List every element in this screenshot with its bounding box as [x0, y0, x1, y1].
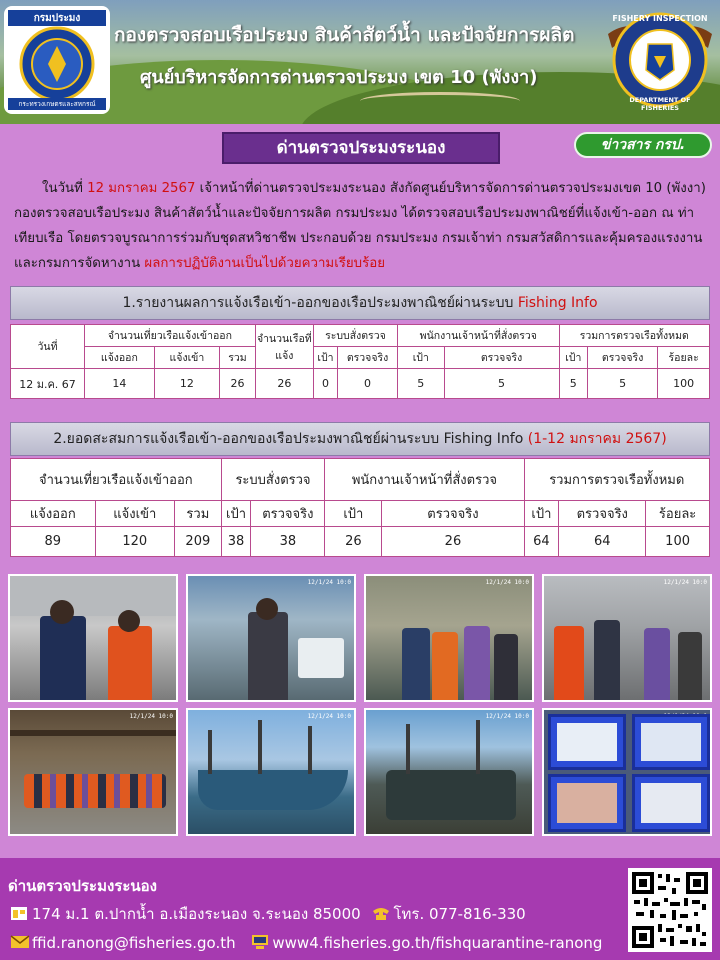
- table-row: [11, 527, 710, 557]
- cumulative-report-table: [10, 458, 710, 557]
- phone-icon: [371, 905, 391, 921]
- cell: 100: [646, 527, 710, 557]
- location-icon: [10, 905, 30, 921]
- footer-office-name: ด่านตรวจประมงระนอง: [8, 877, 157, 895]
- cell: 5: [559, 369, 587, 399]
- subheader: เป้า: [221, 501, 251, 527]
- photo-inspection-3: [364, 574, 534, 702]
- subheader: ตรวจจริง: [559, 501, 646, 527]
- subheader: ตรวจจริง: [382, 501, 524, 527]
- cell: 38: [251, 527, 325, 557]
- department-of-fisheries-logo: [4, 6, 110, 114]
- subheader: เป้า: [559, 347, 587, 369]
- result-text: ผลการปฏิบัติงานเป็นไปด้วยความเรียบร้อย: [144, 256, 386, 271]
- cell: 14: [85, 369, 155, 399]
- news-paragraph: [14, 176, 710, 276]
- subheader: ร้อยละ: [658, 347, 710, 369]
- logo-text-bottom: DEPARTMENT OF FISHERIES: [629, 96, 691, 112]
- table-subheader-row: [11, 347, 710, 369]
- header-system-order: ระบบสั่งตรวจ: [221, 459, 325, 501]
- cell: 5: [398, 369, 445, 399]
- photo-team: [8, 708, 178, 836]
- photo-fish-catch: [542, 708, 712, 836]
- subheader: เป้า: [313, 347, 337, 369]
- section2-title: 2.ยอดสะสมการแจ้งเรือเข้า-ออกของเรือประมงพาณิชย์ผ่านระบบ Fishing Info: [53, 431, 528, 447]
- cell: 209: [175, 527, 222, 557]
- cell: 5: [587, 369, 657, 399]
- photo-timestamp: 12/1/24 10:0: [307, 713, 351, 720]
- cell: 64: [559, 527, 646, 557]
- header-title: กองตรวจสอบเรือประมง สินค้าสัตว์น้ำ และปัจจัยการผลิต: [114, 24, 575, 46]
- header-total: รวมการตรวจเรือทั้งหมด: [524, 459, 710, 501]
- photo-inspection-1: [8, 574, 178, 702]
- section1-heading: [10, 286, 710, 320]
- subheader: ตรวจจริง: [587, 347, 657, 369]
- subheader: ตรวจจริง: [444, 347, 559, 369]
- section2-period: (1-12 มกราคม 2567): [527, 431, 667, 447]
- cell: 100: [658, 369, 710, 399]
- table-row: [11, 369, 710, 399]
- subheader: ร้อยละ: [646, 501, 710, 527]
- subheader: ตรวจจริง: [251, 501, 325, 527]
- photo-timestamp: 12/1/24 10:0: [129, 713, 173, 720]
- subheader: รวม: [175, 501, 222, 527]
- header-subtitle: ศูนย์บริหารจัดการด่านตรวจประมง เขต 10 (พังงา): [140, 67, 538, 88]
- cell: 12: [154, 369, 219, 399]
- photo-inspection-2: [186, 574, 356, 702]
- subheader: เป้า: [524, 501, 559, 527]
- news-badge: ข่าวสาร กรป.: [574, 132, 712, 158]
- photo-timestamp: 12/1/24 10:0: [663, 579, 707, 586]
- footer: [0, 858, 720, 960]
- footer-email[interactable]: ffid.ranong@fisheries.go.th: [32, 934, 236, 952]
- cell: 38: [221, 527, 251, 557]
- header-trips: จำนวนเที่ยวเรือแจ้งเข้าออก: [11, 459, 222, 501]
- subheader: เป้า: [398, 347, 445, 369]
- header-system-order: ระบบสั่งตรวจ: [313, 325, 397, 347]
- cell: 0: [313, 369, 337, 399]
- computer-icon: [250, 934, 270, 950]
- section2-heading: [10, 422, 710, 456]
- subheader: แจ้งเข้า: [95, 501, 174, 527]
- footer-address: 174 ม.1 ต.ปากน้ำ อ.เมืองระนอง จ.ระนอง 85000: [32, 905, 361, 923]
- table-header-row: [11, 459, 710, 501]
- photo-timestamp: 12/1/24 10:0: [307, 579, 351, 586]
- cell: 26: [220, 369, 256, 399]
- subheader: เป้า: [325, 501, 382, 527]
- header-officer-order: พนักงานเจ้าหน้าที่สั่งตรวจ: [325, 459, 524, 501]
- photo-inspection-4: [542, 574, 712, 702]
- logo-text-bottom: กระทรวงเกษตรและสหกรณ์: [18, 100, 96, 108]
- header-date: วันที่: [11, 325, 85, 369]
- table-header-row: [11, 325, 710, 347]
- fishery-inspection-logo: [604, 4, 716, 116]
- cell: 0: [338, 369, 398, 399]
- footer-phone: โทร. 077-816-330: [393, 905, 526, 923]
- cell: 120: [95, 527, 174, 557]
- footer-contact-line: [10, 934, 602, 952]
- section1-title: 1.รายงานผลการแจ้งเรือเข้า-ออกของเรือประมงพาณิชย์ผ่านระบบ: [122, 295, 518, 311]
- checkpoint-title: ด่านตรวจประมงระนอง: [222, 132, 500, 164]
- photo-timestamp: 12/1/24 10:0: [485, 713, 529, 720]
- cell: 89: [11, 527, 96, 557]
- header-total: รวมการตรวจเรือทั้งหมด: [559, 325, 709, 347]
- footer-website[interactable]: www4.fisheries.go.th/fishquarantine-ranong: [272, 934, 603, 952]
- cell: 12 ม.ค. 67: [11, 369, 85, 399]
- cell: 26: [382, 527, 524, 557]
- photo-fishing-boats: [186, 708, 356, 836]
- subheader: ตรวจจริง: [338, 347, 398, 369]
- text-part: เจ้าหน้าที่ด่านตรวจประมงระนอง สังกัดศูนย์บริหารจัดการด่านตรวจประมงเขต 10 (พังงา) กองตรวจสอบเรือประมง สินค้าสัตว์น้ำและปัจจัยการผลิต กรมประมง ได้ตรวจสอบเรือประมงพาณิชย์ที่แจ้งเข้า-ออก ณ ท่าเทียบเรือ โดยตรวจบูรณาการร่วมกับชุดสหวิชาชีพ ประกอบด้วย กรมประมง กรมเจ้าท่า กรมสวัสดิการและคุ้มครองแรงงาน และกรมการจัดหางาน: [14, 181, 706, 271]
- subheader: แจ้งเข้า: [154, 347, 219, 369]
- subheader: รวม: [220, 347, 256, 369]
- header-trips: จำนวนเที่ยวเรือแจ้งเข้าออก: [85, 325, 256, 347]
- subheader: แจ้งออก: [11, 501, 96, 527]
- section1-system: Fishing Info: [517, 295, 598, 311]
- cell: 64: [524, 527, 559, 557]
- photo-timestamp: 12/1/24 10:0: [485, 579, 529, 586]
- table-subheader-row: [11, 501, 710, 527]
- cell: 5: [444, 369, 559, 399]
- cell: 26: [255, 369, 313, 399]
- cell: 26: [325, 527, 382, 557]
- report-date: 12 มกราคม 2567: [87, 181, 196, 196]
- email-icon: [10, 934, 30, 950]
- text-part: ในวันที่: [42, 181, 88, 196]
- photo-boat-deck: [364, 708, 534, 836]
- footer-address-line: [10, 902, 526, 926]
- subheader: แจ้งออก: [85, 347, 155, 369]
- banner-path: [360, 92, 520, 110]
- header-vessels: จำนวนเรือที่แจ้ง: [255, 325, 313, 369]
- header-officer-order: พนักงานเจ้าหน้าที่สั่งตรวจ: [398, 325, 560, 347]
- qr-code[interactable]: [628, 868, 712, 952]
- daily-report-table: [10, 324, 710, 399]
- logo-text-top: กรมประมง: [33, 13, 81, 24]
- logo-text-top: FISHERY INSPECTION: [612, 14, 708, 23]
